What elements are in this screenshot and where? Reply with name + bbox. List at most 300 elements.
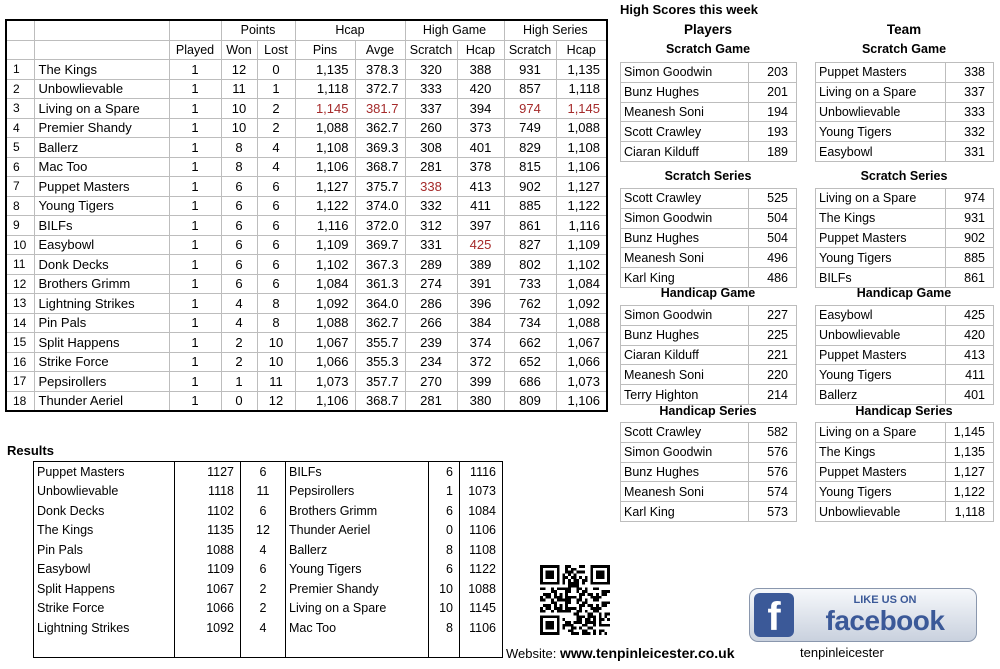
player-score-row (621, 248, 797, 268)
result-home-pins (175, 638, 241, 658)
team-score: 331 (946, 142, 994, 162)
league-hg-scratch: 266 (405, 313, 457, 333)
team-score: 413 (946, 345, 994, 365)
league-team: Strike Force (34, 352, 169, 372)
league-pins: 1,116 (295, 216, 355, 236)
result-home-team: Strike Force (34, 599, 175, 619)
league-lost: 10 (257, 352, 295, 372)
player-score: 189 (749, 142, 797, 162)
result-away-pins: 1073 (460, 482, 503, 502)
league-row (6, 372, 607, 392)
player-high-score-table (620, 62, 797, 162)
league-hs-scratch: 974 (504, 99, 556, 119)
league-played: 1 (169, 352, 221, 372)
league-lost: 6 (257, 216, 295, 236)
player-name: Simon Goodwin (621, 208, 749, 228)
league-table (5, 19, 608, 412)
league-won: 2 (221, 333, 257, 353)
result-away-pins: 1116 (460, 462, 503, 482)
player-score: 582 (749, 423, 797, 443)
team-name: Young Tigers (816, 365, 946, 385)
league-hs-scratch: 861 (504, 216, 556, 236)
league-pins: 1,109 (295, 235, 355, 255)
player-section-title: Scratch Series (664, 169, 752, 183)
league-rank: 15 (6, 333, 34, 353)
team-high-score-table (815, 422, 994, 522)
result-away-points: 0 (429, 521, 460, 541)
player-name: Terry Highton (621, 385, 749, 405)
team-high-score-table (815, 188, 994, 288)
league-avge: 355.7 (355, 333, 405, 353)
league-team: Ballerz (34, 138, 169, 158)
team-score-row (816, 345, 994, 365)
league-avge: 375.7 (355, 177, 405, 197)
result-away-pins: 1088 (460, 579, 503, 599)
league-hs-hcap: 1,073 (556, 372, 607, 392)
avge-header: Avge (355, 40, 405, 60)
league-won: 11 (221, 79, 257, 99)
player-name: Scott Crawley (621, 423, 749, 443)
player-score-row (621, 102, 797, 122)
result-away-points: 6 (429, 501, 460, 521)
result-away-points: 10 (429, 579, 460, 599)
league-team: Lightning Strikes (34, 294, 169, 314)
league-row (6, 294, 607, 314)
player-name: Simon Goodwin (621, 306, 749, 326)
league-avge: 362.7 (355, 313, 405, 333)
result-row (34, 579, 503, 599)
league-hg-scratch: 270 (405, 372, 457, 392)
league-team: Pepsirollers (34, 372, 169, 392)
league-hs-scratch: 827 (504, 235, 556, 255)
league-hs-scratch: 829 (504, 138, 556, 158)
player-section-title: Handicap Game (660, 286, 756, 300)
league-row (6, 99, 607, 119)
team-name: Young Tigers (816, 122, 946, 142)
league-hs-hcap: 1,145 (556, 99, 607, 119)
player-name: Karl King (621, 268, 749, 288)
player-score-row (621, 502, 797, 522)
league-pins: 1,088 (295, 118, 355, 138)
team-score-row (816, 142, 994, 162)
team-high-score-table (815, 62, 994, 162)
team-score-row (816, 122, 994, 142)
team-score: 411 (946, 365, 994, 385)
player-name: Bunz Hughes (621, 325, 749, 345)
team-score: 420 (946, 325, 994, 345)
league-hg-scratch: 239 (405, 333, 457, 353)
league-column-header-row (6, 40, 607, 60)
team-score-row (816, 268, 994, 288)
player-high-score-table (620, 422, 797, 522)
player-name: Simon Goodwin (621, 442, 749, 462)
result-row (34, 540, 503, 560)
player-name: Meanesh Soni (621, 365, 749, 385)
won-header: Won (221, 40, 257, 60)
league-won: 4 (221, 313, 257, 333)
league-hg-hcap: 425 (457, 235, 504, 255)
result-home-pins: 1109 (175, 560, 241, 580)
league-lost: 6 (257, 196, 295, 216)
league-hg-scratch: 332 (405, 196, 457, 216)
league-team: The Kings (34, 60, 169, 80)
league-played: 1 (169, 372, 221, 392)
player-score-row (621, 423, 797, 443)
league-won: 6 (221, 196, 257, 216)
team-name: The Kings (816, 208, 946, 228)
team-section-title: Handicap Game (856, 286, 952, 300)
league-lost: 8 (257, 313, 295, 333)
league-lost: 11 (257, 372, 295, 392)
result-row (34, 599, 503, 619)
player-score: 576 (749, 462, 797, 482)
result-home-points: 2 (241, 599, 286, 619)
team-score-row (816, 306, 994, 326)
league-avge: 362.7 (355, 118, 405, 138)
result-row (34, 462, 503, 482)
league-hs-scratch: 652 (504, 352, 556, 372)
league-pins: 1,135 (295, 60, 355, 80)
player-score-row (621, 268, 797, 288)
league-hg-scratch: 337 (405, 99, 457, 119)
league-hg-hcap: 374 (457, 333, 504, 353)
player-score-row (621, 462, 797, 482)
league-lost: 4 (257, 138, 295, 158)
team-score: 401 (946, 385, 994, 405)
player-name: Ciaran Kilduff (621, 142, 749, 162)
team-name: The Kings (816, 442, 946, 462)
league-won: 12 (221, 60, 257, 80)
league-lost: 8 (257, 294, 295, 314)
league-hg-scratch: 331 (405, 235, 457, 255)
league-pins: 1,106 (295, 157, 355, 177)
league-rank: 16 (6, 352, 34, 372)
league-hs-hcap: 1,106 (556, 391, 607, 411)
league-hg-hcap: 391 (457, 274, 504, 294)
league-hs-hcap: 1,066 (556, 352, 607, 372)
results-title: Results (7, 443, 54, 458)
league-team: Living on a Spare (34, 99, 169, 119)
league-hs-hcap: 1,118 (556, 79, 607, 99)
league-rank: 18 (6, 391, 34, 411)
team-score-row (816, 442, 994, 462)
result-home-team: Easybowl (34, 560, 175, 580)
league-row (6, 255, 607, 275)
high-series-group-header: High Series (504, 20, 607, 40)
league-hg-hcap: 378 (457, 157, 504, 177)
league-won: 6 (221, 216, 257, 236)
player-score-row (621, 208, 797, 228)
points-group-header: Points (221, 20, 295, 40)
player-score-row (621, 385, 797, 405)
league-played: 1 (169, 157, 221, 177)
league-avge: 381.7 (355, 99, 405, 119)
league-avge: 372.7 (355, 79, 405, 99)
league-hg-scratch: 281 (405, 157, 457, 177)
league-avge: 361.3 (355, 274, 405, 294)
league-hg-hcap: 373 (457, 118, 504, 138)
team-score-row (816, 82, 994, 102)
result-away-team: Brothers Grimm (286, 501, 429, 521)
league-team: Mac Too (34, 157, 169, 177)
player-score-row (621, 122, 797, 142)
result-home-team: Lightning Strikes (34, 618, 175, 638)
player-score-row (621, 482, 797, 502)
league-hg-hcap: 389 (457, 255, 504, 275)
league-rank: 11 (6, 255, 34, 275)
team-title: Team (886, 22, 922, 37)
player-high-score-table (620, 188, 797, 288)
league-rank: 8 (6, 196, 34, 216)
result-away-pins: 1145 (460, 599, 503, 619)
team-name: Ballerz (816, 385, 946, 405)
facebook-handle: tenpinleicester (800, 645, 884, 660)
high-game-group-header: High Game (405, 20, 504, 40)
team-name: Living on a Spare (816, 189, 946, 209)
player-score: 193 (749, 122, 797, 142)
league-avge: 378.3 (355, 60, 405, 80)
league-won: 6 (221, 177, 257, 197)
player-score-row (621, 82, 797, 102)
result-away-team: Thunder Aeriel (286, 521, 429, 541)
team-score: 332 (946, 122, 994, 142)
league-won: 4 (221, 294, 257, 314)
result-away-points: 6 (429, 560, 460, 580)
league-pins: 1,145 (295, 99, 355, 119)
league-hg-hcap: 372 (457, 352, 504, 372)
team-name: Young Tigers (816, 482, 946, 502)
result-home-team: Puppet Masters (34, 462, 175, 482)
league-team: Easybowl (34, 235, 169, 255)
league-hg-scratch: 286 (405, 294, 457, 314)
player-score-row (621, 228, 797, 248)
player-score: 201 (749, 82, 797, 102)
result-away-points: 10 (429, 599, 460, 619)
league-rank: 6 (6, 157, 34, 177)
player-score: 576 (749, 442, 797, 462)
league-rank: 5 (6, 138, 34, 158)
league-hg-hcap: 397 (457, 216, 504, 236)
result-away-points: 8 (429, 618, 460, 638)
league-team: Puppet Masters (34, 177, 169, 197)
league-pins: 1,073 (295, 372, 355, 392)
result-home-team: Pin Pals (34, 540, 175, 560)
result-away-pins (460, 638, 503, 658)
league-hs-scratch: 885 (504, 196, 556, 216)
result-home-points: 4 (241, 618, 286, 638)
player-name: Meanesh Soni (621, 482, 749, 502)
league-won: 8 (221, 138, 257, 158)
league-played: 1 (169, 333, 221, 353)
team-score-row (816, 365, 994, 385)
pins-header: Pins (295, 40, 355, 60)
league-hs-scratch: 809 (504, 391, 556, 411)
player-score-row (621, 189, 797, 209)
league-won: 10 (221, 99, 257, 119)
hs-hcap-header: Hcap (556, 40, 607, 60)
result-away-team: Living on a Spare (286, 599, 429, 619)
league-hs-hcap: 1,088 (556, 118, 607, 138)
team-score: 902 (946, 228, 994, 248)
team-name: Unbowlievable (816, 502, 946, 522)
team-score: 885 (946, 248, 994, 268)
league-hg-scratch: 308 (405, 138, 457, 158)
league-row (6, 177, 607, 197)
team-name: BILFs (816, 268, 946, 288)
team-score: 1,122 (946, 482, 994, 502)
league-hs-scratch: 902 (504, 177, 556, 197)
result-away-pins: 1084 (460, 501, 503, 521)
league-rank: 13 (6, 294, 34, 314)
team-score: 974 (946, 189, 994, 209)
team-name: Puppet Masters (816, 345, 946, 365)
facebook-like-badge[interactable] (749, 588, 977, 642)
team-name: Unbowlievable (816, 102, 946, 122)
league-row (6, 196, 607, 216)
team-name: Living on a Spare (816, 423, 946, 443)
league-played: 1 (169, 235, 221, 255)
result-row (34, 618, 503, 638)
player-score-row (621, 306, 797, 326)
player-score: 203 (749, 63, 797, 83)
player-score-row (621, 345, 797, 365)
league-hg-scratch: 312 (405, 216, 457, 236)
result-away-team: Premier Shandy (286, 579, 429, 599)
result-row (34, 482, 503, 502)
player-name: Bunz Hughes (621, 228, 749, 248)
league-row (6, 274, 607, 294)
league-hs-hcap: 1,127 (556, 177, 607, 197)
player-name: Bunz Hughes (621, 462, 749, 482)
team-score-row (816, 189, 994, 209)
team-name: Puppet Masters (816, 462, 946, 482)
result-row (34, 638, 503, 658)
result-away-pins: 1122 (460, 560, 503, 580)
result-home-points: 11 (241, 482, 286, 502)
league-pins: 1,118 (295, 79, 355, 99)
result-away-pins: 1108 (460, 540, 503, 560)
player-score: 486 (749, 268, 797, 288)
league-hg-hcap: 384 (457, 313, 504, 333)
result-away-pins: 1106 (460, 521, 503, 541)
league-hg-scratch: 338 (405, 177, 457, 197)
player-name: Meanesh Soni (621, 248, 749, 268)
league-lost: 12 (257, 391, 295, 411)
player-score-row (621, 442, 797, 462)
league-row (6, 235, 607, 255)
result-home-team (34, 638, 175, 658)
team-score-row (816, 462, 994, 482)
result-home-team: Unbowlievable (34, 482, 175, 502)
league-hg-scratch: 260 (405, 118, 457, 138)
league-played: 1 (169, 118, 221, 138)
team-name: Easybowl (816, 142, 946, 162)
league-hs-hcap: 1,135 (556, 60, 607, 80)
player-name: Scott Crawley (621, 189, 749, 209)
player-score: 573 (749, 502, 797, 522)
league-pins: 1,108 (295, 138, 355, 158)
league-lost: 6 (257, 235, 295, 255)
league-played: 1 (169, 60, 221, 80)
league-won: 0 (221, 391, 257, 411)
league-hs-hcap: 1,084 (556, 274, 607, 294)
league-lost: 1 (257, 79, 295, 99)
player-score-row (621, 142, 797, 162)
hg-scratch-header: Scratch (405, 40, 457, 60)
league-played: 1 (169, 274, 221, 294)
league-hs-hcap: 1,109 (556, 235, 607, 255)
team-score: 425 (946, 306, 994, 326)
league-hs-scratch: 734 (504, 313, 556, 333)
league-rank: 1 (6, 60, 34, 80)
result-away-points: 6 (429, 462, 460, 482)
league-hg-scratch: 281 (405, 391, 457, 411)
result-away-team: Pepsirollers (286, 482, 429, 502)
result-home-points: 6 (241, 462, 286, 482)
team-high-score-table (815, 305, 994, 405)
team-score: 931 (946, 208, 994, 228)
league-avge: 368.7 (355, 391, 405, 411)
player-score-row (621, 365, 797, 385)
player-score: 496 (749, 248, 797, 268)
website-link[interactable]: www.tenpinleicester.co.uk (559, 645, 735, 661)
player-name: Meanesh Soni (621, 102, 749, 122)
team-name: Living on a Spare (816, 82, 946, 102)
league-rank: 4 (6, 118, 34, 138)
league-row (6, 157, 607, 177)
league-team: Split Happens (34, 333, 169, 353)
league-hg-hcap: 396 (457, 294, 504, 314)
league-hs-scratch: 733 (504, 274, 556, 294)
team-score-row (816, 248, 994, 268)
league-hs-hcap: 1,067 (556, 333, 607, 353)
league-hs-hcap: 1,108 (556, 138, 607, 158)
league-row (6, 313, 607, 333)
league-won: 6 (221, 274, 257, 294)
league-hs-scratch: 749 (504, 118, 556, 138)
result-home-pins: 1088 (175, 540, 241, 560)
league-hs-hcap: 1,116 (556, 216, 607, 236)
league-pins: 1,084 (295, 274, 355, 294)
result-away-pins: 1106 (460, 618, 503, 638)
team-name: Puppet Masters (816, 63, 946, 83)
team-score: 1,135 (946, 442, 994, 462)
result-away-team (286, 638, 429, 658)
league-rank: 2 (6, 79, 34, 99)
league-played: 1 (169, 216, 221, 236)
team-score: 333 (946, 102, 994, 122)
league-avge: 369.3 (355, 138, 405, 158)
team-score-row (816, 102, 994, 122)
team-score: 1,145 (946, 423, 994, 443)
league-hs-scratch: 931 (504, 60, 556, 80)
league-hg-hcap: 380 (457, 391, 504, 411)
league-row (6, 60, 607, 80)
facebook-wordmark: facebook (825, 605, 945, 636)
league-hs-scratch: 662 (504, 333, 556, 353)
result-away-points: 1 (429, 482, 460, 502)
league-avge: 367.3 (355, 255, 405, 275)
result-home-points: 6 (241, 501, 286, 521)
team-name: Easybowl (816, 306, 946, 326)
league-avge: 364.0 (355, 294, 405, 314)
league-rank: 10 (6, 235, 34, 255)
player-name: Ciaran Kilduff (621, 345, 749, 365)
league-rank: 12 (6, 274, 34, 294)
league-rank: 3 (6, 99, 34, 119)
team-score-row (816, 228, 994, 248)
result-home-pins: 1066 (175, 599, 241, 619)
